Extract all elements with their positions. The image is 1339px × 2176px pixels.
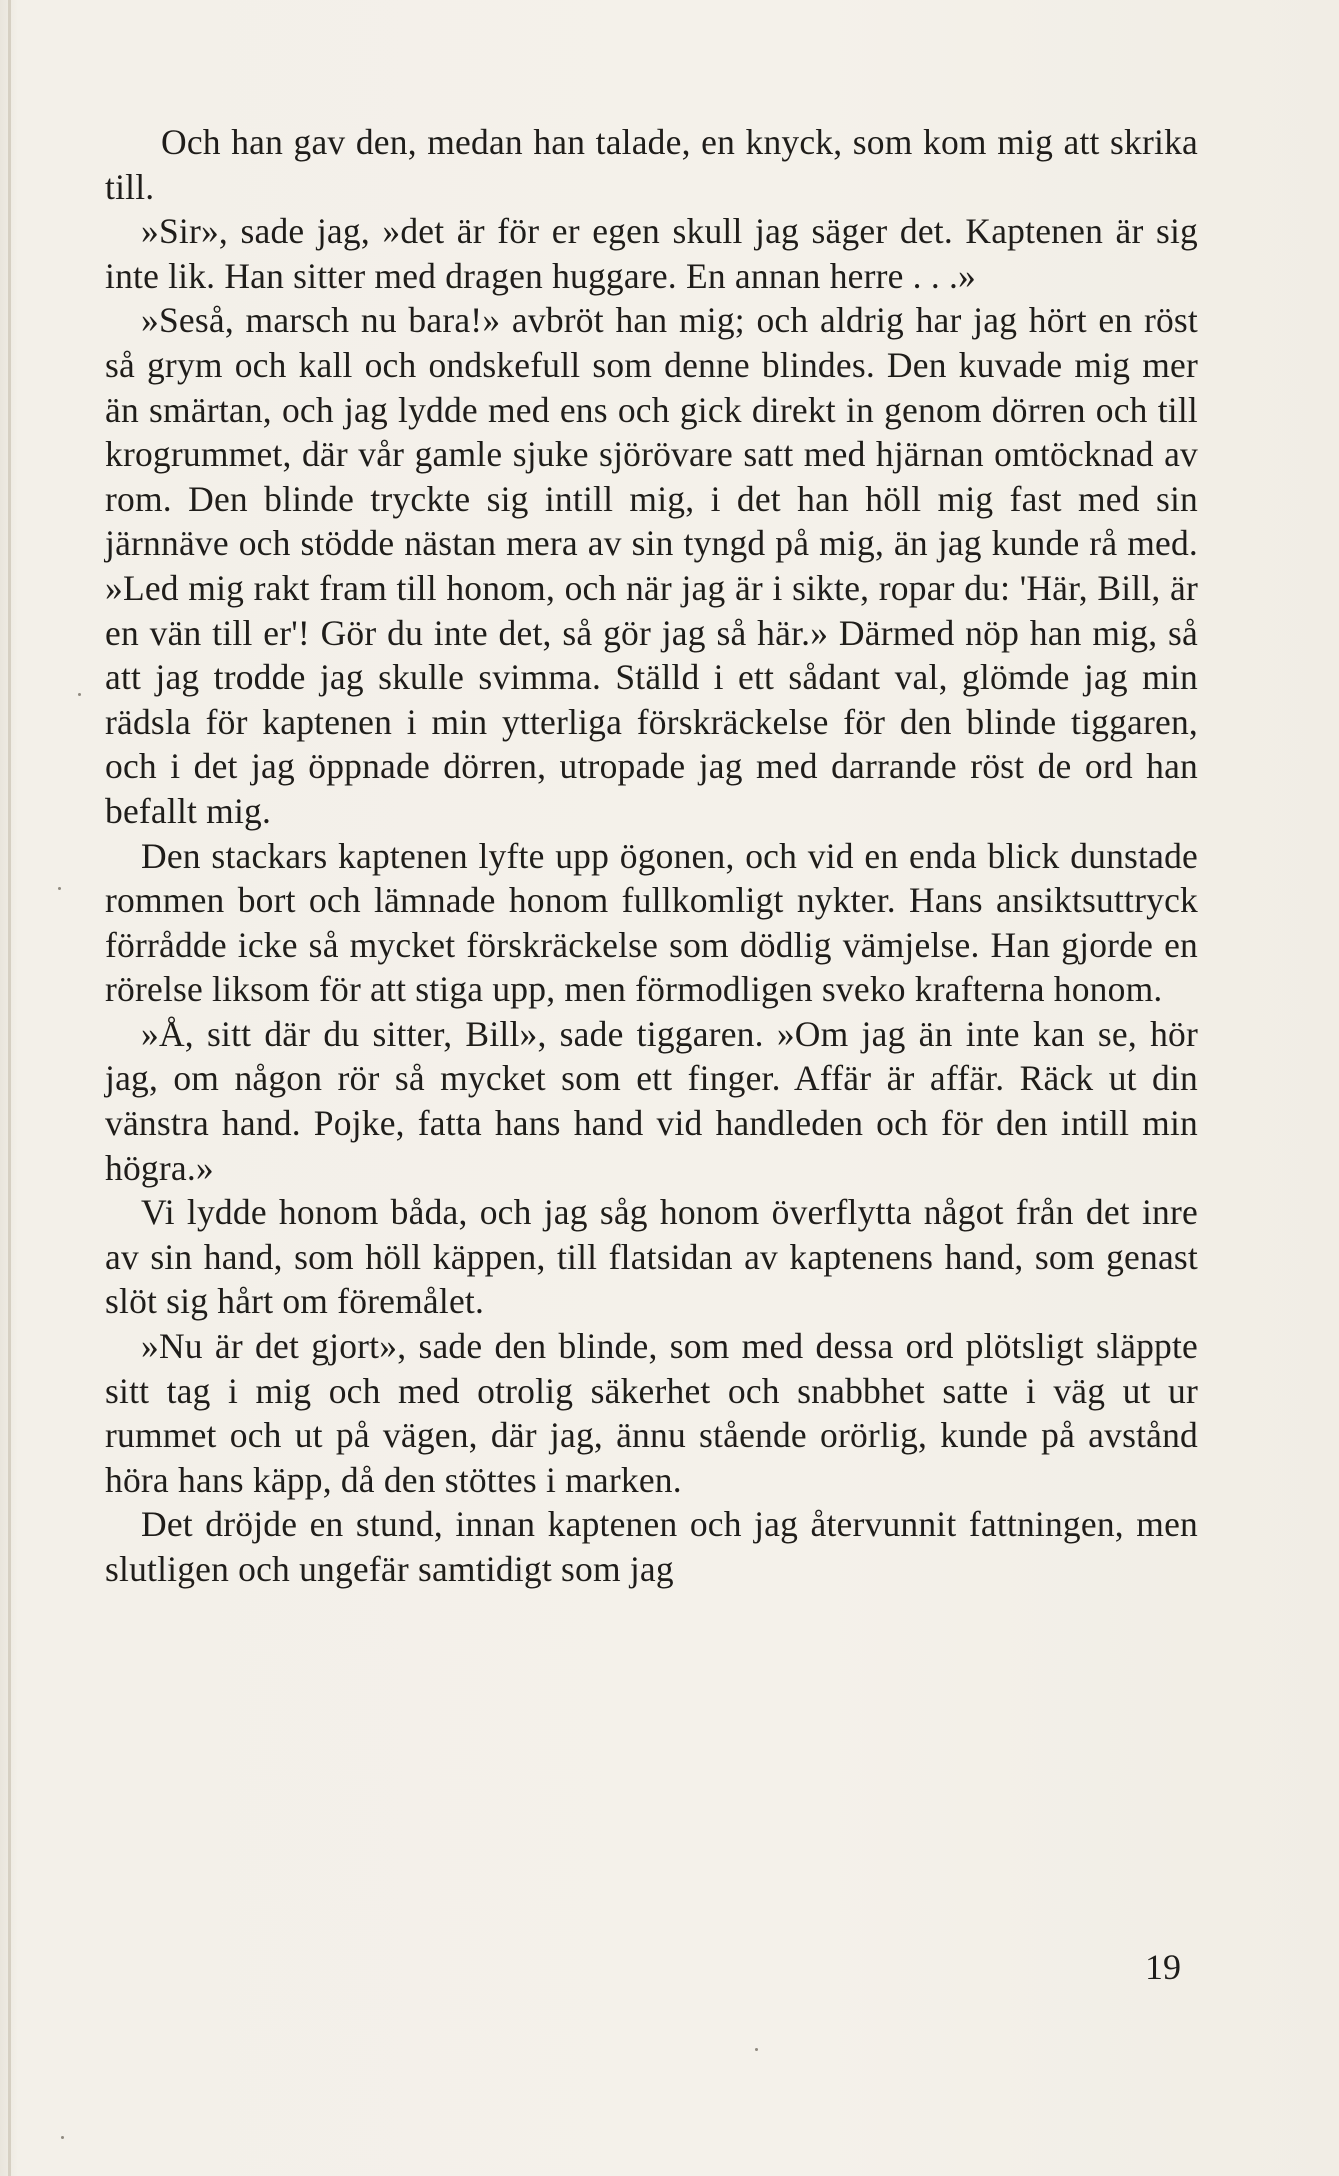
paper-speck: [61, 2136, 64, 2139]
paper-speck: [78, 693, 81, 696]
paragraph-5: »Å, sitt där du sitter, Bill», sade tiggaren. »Om jag än inte kan se, hör jag, om någon rör så mycket som ett finger. Affär är affär. Räck ut din vänstra hand. Pojke, fatta hans hand vid handleden och för den intill min högra.»: [105, 1013, 1198, 1188]
paper-speck: [58, 887, 61, 890]
paragraph-4: Den stackars kaptenen lyfte upp ögonen, och vid en enda blick dunstade rommen bort och lämnade honom fullkomligt nykter. Hans ansiktsuttryck förrådde icke så mycket förskräckelse som dödlig vämjelse. Han gjorde en rörelse liksom för att stiga upp, men förmodligen sveko krafterna honom.: [105, 835, 1198, 1010]
paragraph-3: »Seså, marsch nu bara!» avbröt han mig; och aldrig har jag hört en röst så grym och kall och ondskefull som denne blindes. Den kuvade mig mer än smärtan, och jag lydde med ens och gick direkt in genom dörren och till krogrummet, där vår gamle sjuke sjörövare satt med hjärnan omtöcknad av rom. Den blinde tryckte sig intill mig, i det han höll mig fast med sin järnnäve och stödde nästan mera av sin tyngd på mig, än jag kunde rå med. »Led mig rakt fram till honom, och när jag är i sikte, ropar du: 'Här, Bill, är en vän till er'! Gör du inte det, så gör jag så här.» Därmed nöp han mig, så att jag trodde jag skulle svimma. Ställd i ett sådant val, glömde jag min rädsla för kaptenen i min ytterliga förskräckelse för den blinde tiggaren, och i det jag öppnade dörren, utropade jag med darrande röst de ord han befallt mig.: [105, 300, 1198, 831]
paragraph-2: »Sir», sade jag, »det är för er egen skull jag säger det. Kaptenen är sig inte lik. Han sitter med dragen huggare. En annan herre . . .»: [105, 211, 1198, 296]
paragraph-7: »Nu är det gjort», sade den blinde, som med dessa ord plötsligt släppte sitt tag i mig och med otrolig säkerhet och snabbhet satte i väg ut ur rummet och ut på vägen, där jag, ännu stående orörlig, kunde på avstånd höra hans käpp, då den stöttes i marken.: [105, 1326, 1198, 1500]
paper-speck: [755, 2048, 758, 2051]
paragraph-1: Och han gav den, medan han talade, en knyck, som kom mig att skrika till.: [105, 122, 1198, 207]
page-number: 19: [1145, 1947, 1181, 1987]
page-binding-edge: [8, 0, 11, 2176]
paragraph-8: Det dröjde en stund, innan kaptenen och jag återvunnit fattningen, men slutligen och ungefär samtidigt som jag: [105, 1504, 1198, 1589]
body-text: [105, 120, 1198, 1592]
paragraph-6: Vi lydde honom båda, och jag såg honom överflytta något från det inre av sin hand, som höll käppen, till flatsidan av kaptenens hand, som genast slöt sig hårt om föremålet.: [105, 1192, 1198, 1322]
